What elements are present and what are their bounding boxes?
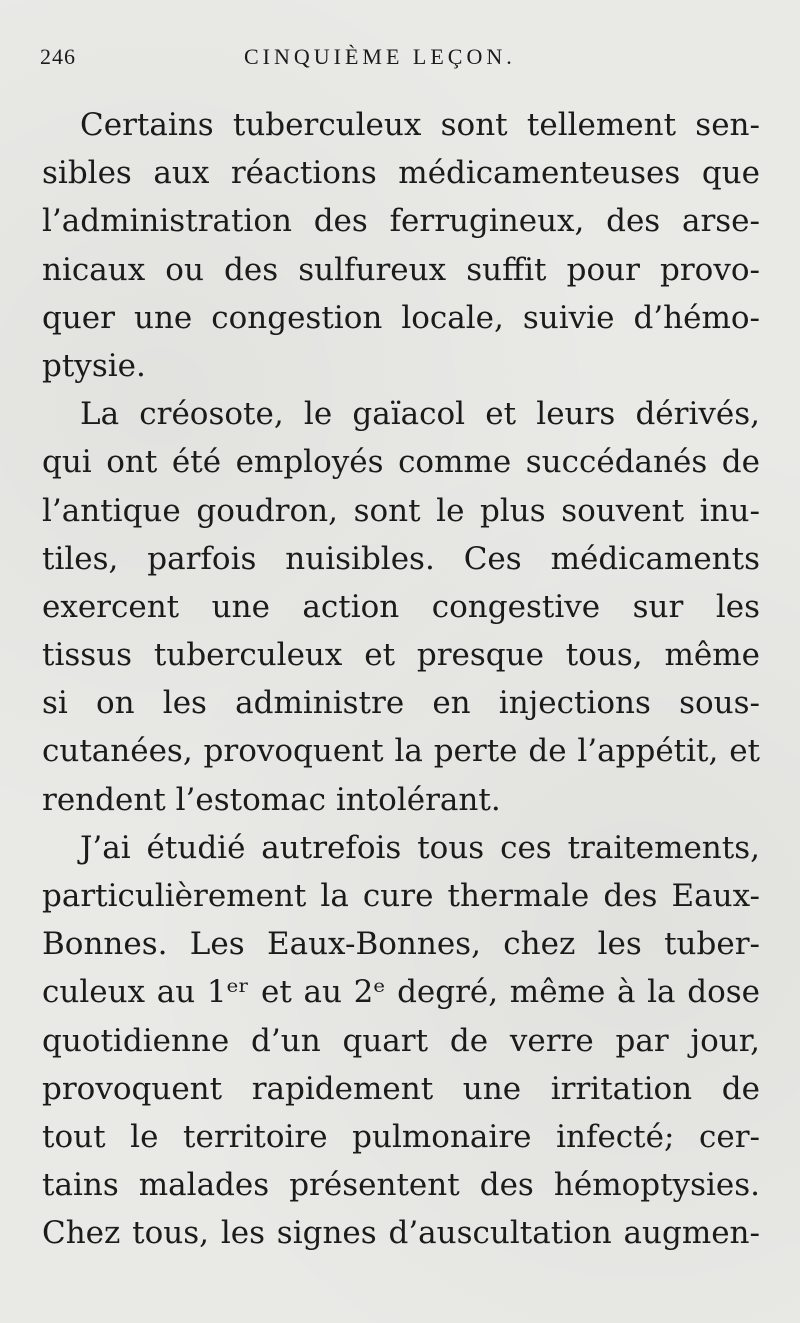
text-line: tout le territoire pulmonaire infecté; cer- — [42, 1118, 760, 1155]
text-line: nicaux ou des sulfureux suffit pour provo- — [42, 251, 760, 288]
text-line: provoquent rapidement une irritation de — [42, 1070, 760, 1107]
text-line: ptysie. — [42, 347, 146, 384]
chapter-title: CINQUIÈME LEÇON. — [244, 44, 516, 69]
running-head — [0, 44, 800, 78]
text-line: culeux au 1ᵉʳ et au 2ᵉ degré, même à la dose — [42, 974, 760, 1011]
text-line: tiles, parfois nuisibles. Ces médicaments — [42, 540, 760, 577]
text-line: rendent l’estomac intolérant. — [42, 781, 501, 818]
text-line: Chez tous, les signes d’auscultation augmen- — [42, 1215, 760, 1252]
text-line: tains malades présentent des hémoptysies. — [42, 1167, 760, 1204]
text-line: quer une congestion locale, suivie d’hémo- — [42, 299, 760, 336]
text-line: tissus tuberculeux et presque tous, même — [42, 637, 760, 674]
text-line: cutanées, provoquent la perte de l’appétit, et — [42, 733, 760, 770]
text-line: J’ai étudié autrefois tous ces traitements, — [80, 829, 760, 866]
text-line: Certains tuberculeux sont tellement sen- — [80, 107, 760, 143]
text-line: si on les administre en injections sous- — [42, 685, 760, 722]
text-line: l’administration des ferrugineux, des arse- — [42, 203, 760, 240]
text-line: Bonnes. Les Eaux-Bonnes, chez les tuber- — [42, 926, 760, 963]
page-number: 246 — [40, 44, 76, 69]
body-text — [42, 101, 760, 1258]
text-line: particulièrement la cure thermale des Eaux- — [42, 878, 760, 914]
text-line: qui ont été employés comme succédanés de — [42, 444, 760, 481]
text-line: quotidienne d’un quart de verre par jour, — [42, 1022, 760, 1059]
text-line: La créosote, le gaïacol et leurs dérivés, — [80, 396, 760, 433]
text-line: sibles aux réactions médicamenteuses que — [42, 155, 760, 192]
text-line: l’antique goudron, sont le plus souvent inu- — [42, 492, 760, 529]
text-line: exercent une action congestive sur les — [42, 588, 760, 625]
